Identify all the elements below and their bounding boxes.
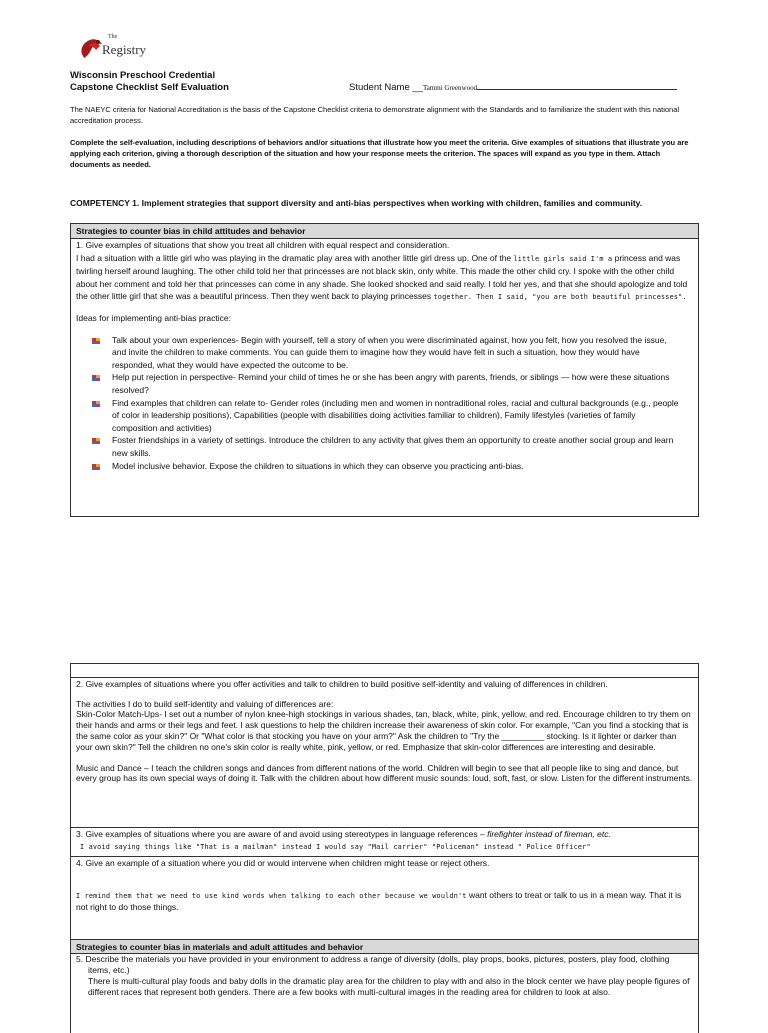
idea-item [92, 397, 682, 435]
question-2: 2. Give examples of situations where you offer activities and talk to children to build positive self-identity and valuing of differences in children. [76, 679, 608, 689]
idea-text: Help put rejection in perspective- Remind your child of times he or she has been angry with parents, friends, or siblings — how were these situations resolved? [112, 372, 670, 395]
answer-3: I avoid saying things like "That is a mailman" instead I would say "Mail carrier" "Policeman" instead " Police Officer" [80, 842, 591, 851]
idea-item [92, 371, 682, 396]
section1-header: Strategies to counter bias in child attitudes and behavior [71, 224, 698, 239]
section2-header: Strategies to counter bias in materials and adult attitudes and behavior [71, 939, 698, 954]
row-question-4 [71, 856, 698, 939]
question-3-text: 3. Give examples of situations where you are aware of and avoid using stereotypes in language references – [76, 829, 488, 839]
student-name-value: Tammi Greenwood [422, 84, 478, 92]
title-line2: Capstone Checklist Self Evaluation [70, 82, 229, 93]
competency-heading: COMPETENCY 1. Implement strategies that support diversity and anti-bias perspectives when working with children, families and community. [70, 198, 643, 208]
answer-2-music: Music and Dance – I teach the children songs and dances from different nations of the world. Children will begin to see that all people like to sing and dance, but every group has its own special ways of doing it. Talk with the children about how different music sounds: loud, soft, fast, or slow. Listen for the different instruments. [76, 762, 693, 784]
answer-4-handwritten: I remind them that we need to use kind words when talking to each other because we wouldn't [76, 891, 467, 900]
question-3-italic: firefighter instead of fireman, etc. [487, 829, 611, 839]
instructions-paragraph: Complete the self-evaluation, including descriptions of behaviors and/or situations that illustrate how you meet the criteria. Give examples of situations that illustrate you are applying each criterion, giving a thorough description of the situation and how your response meets the criterion. The spaces will expand as you type in them. Attach documents as needed. [70, 138, 689, 169]
section2-table [70, 663, 699, 1033]
idea-text: Talk about your own experiences- Begin with yourself, tell a story of when you were discriminated against, how you felt, how you resolved the issue, and invite the children to make comments. You can guide them to imagine how they would have felt in such a situation, how they would have responded, what they would have expected the outcome to be. [112, 334, 667, 370]
bullet-icon [92, 400, 101, 408]
logo-text: Registry [102, 42, 147, 57]
idea-item [92, 434, 682, 459]
idea-item [92, 334, 682, 372]
answer-2-intro: The activities I do to build self-identity and valuing of differences are: [76, 698, 334, 709]
ideas-label: Ideas for implementing anti-bias practice: [76, 312, 231, 323]
idea-text: Model inclusive behavior. Expose the children to situations in which they can observe you practicing anti-bias. [112, 460, 524, 471]
section2-top-blank [71, 664, 698, 677]
registry-logo [74, 34, 164, 66]
row-question-5 [71, 954, 698, 998]
student-name-field [349, 82, 677, 93]
title-line1: Wisconsin Preschool Credential [70, 70, 216, 81]
ideas-list [76, 334, 682, 473]
intro-paragraph: The NAEYC criteria for National Accreditation is the basis of the Capstone Checklist criteria to demonstrate alignment with the Standards and to familiarize the student with this national accreditation process. [70, 105, 680, 125]
answer-1-text-a: I had a situation with a little girl who was playing in the dramatic play area with another little girl dress up. One of the [76, 252, 514, 263]
answer-1-handwritten-a: little girls said I'm a [513, 254, 613, 263]
answer-1-text-b: princess and was twirling herself around laughing. The other child told her that princesses are not black skin, only white. This made the other child cry. I spoke with the other child about her comment and told her that princesses can come in any shade. She looked shocked and said really. I told her yes, and that she should apologize and told the other little girl that she was a beautiful princess. Then they went back to playing princesses [76, 252, 688, 302]
bullet-icon [92, 374, 101, 382]
question-3 [76, 828, 693, 841]
answer-5: There is multi-cultural play foods and baby dolls in the dramatic play area for the children to play with and also in the block center we have play people figures of different races that represent both genders. There are a few books with multi-cultural images in the reading area for children to look at also. [88, 976, 690, 997]
row-question-2 [71, 677, 698, 827]
answer-1 [76, 252, 693, 304]
answer-1-handwritten-b: together. Then I said, "you are both beautiful princesses". [433, 293, 687, 302]
section1-table [70, 223, 699, 517]
question-1: 1. Give examples of situations that show you treat all children with equal respect and consideration. [76, 240, 450, 250]
student-name-underline [477, 89, 677, 90]
idea-text: Foster friendships in a variety of settings. Introduce the children to any activity that gives them an opportunity to create another social group and learn new skills. [112, 435, 674, 458]
idea-item [92, 460, 682, 473]
bullet-icon [92, 463, 101, 471]
question-4: 4. Give an example of a situation where you did or would intervene when children might tease or reject others. [76, 858, 490, 868]
student-name-label: Student Name __ [349, 82, 423, 93]
logo-the: The [108, 34, 118, 40]
row-question-3 [71, 827, 698, 856]
idea-text: Find examples that children can relate to- Gender roles (including men and women in nontraditional roles, racial and cultural backgrounds (e.g., people of color in leadership positions), Capabilities (people with disabilities doing activities familiar to children), Family lifestyles (varieties of family composition and activities) [112, 397, 679, 433]
bullet-icon [92, 337, 101, 345]
answer-4 [76, 890, 693, 913]
answer-4-text: want others to treat or talk to us in a mean way. That it is not right to do those things. [76, 889, 682, 912]
section1-content [71, 239, 698, 472]
bullet-icon [92, 437, 101, 445]
question-5: 5. Describe the materials you have provided in your environment to address a range of diversity (dolls, play props, books, pictures, posters, play food, clothing items, etc.) [76, 954, 670, 975]
answer-2-skin: Skin-Color Match-Ups- I set out a number of nylon knee-high stockings in various shades, tan, black, white, pink, yellow, and red. Encourage children to try them on their hands and arms or their legs and feet. I ask questions to help the children increase their awareness of skin color. For example, "Can you find a stocking that is the same color as your skin?" Or "What color is that stocking you have on your arm?" Ask the children to "Try the _________ stocking. Is it lighter or darker than your own skin?" Tell the children no one's skin color is really white, pink, yellow, or red. Emphasize that skin-color differences are interesting and desirable. [76, 709, 691, 752]
